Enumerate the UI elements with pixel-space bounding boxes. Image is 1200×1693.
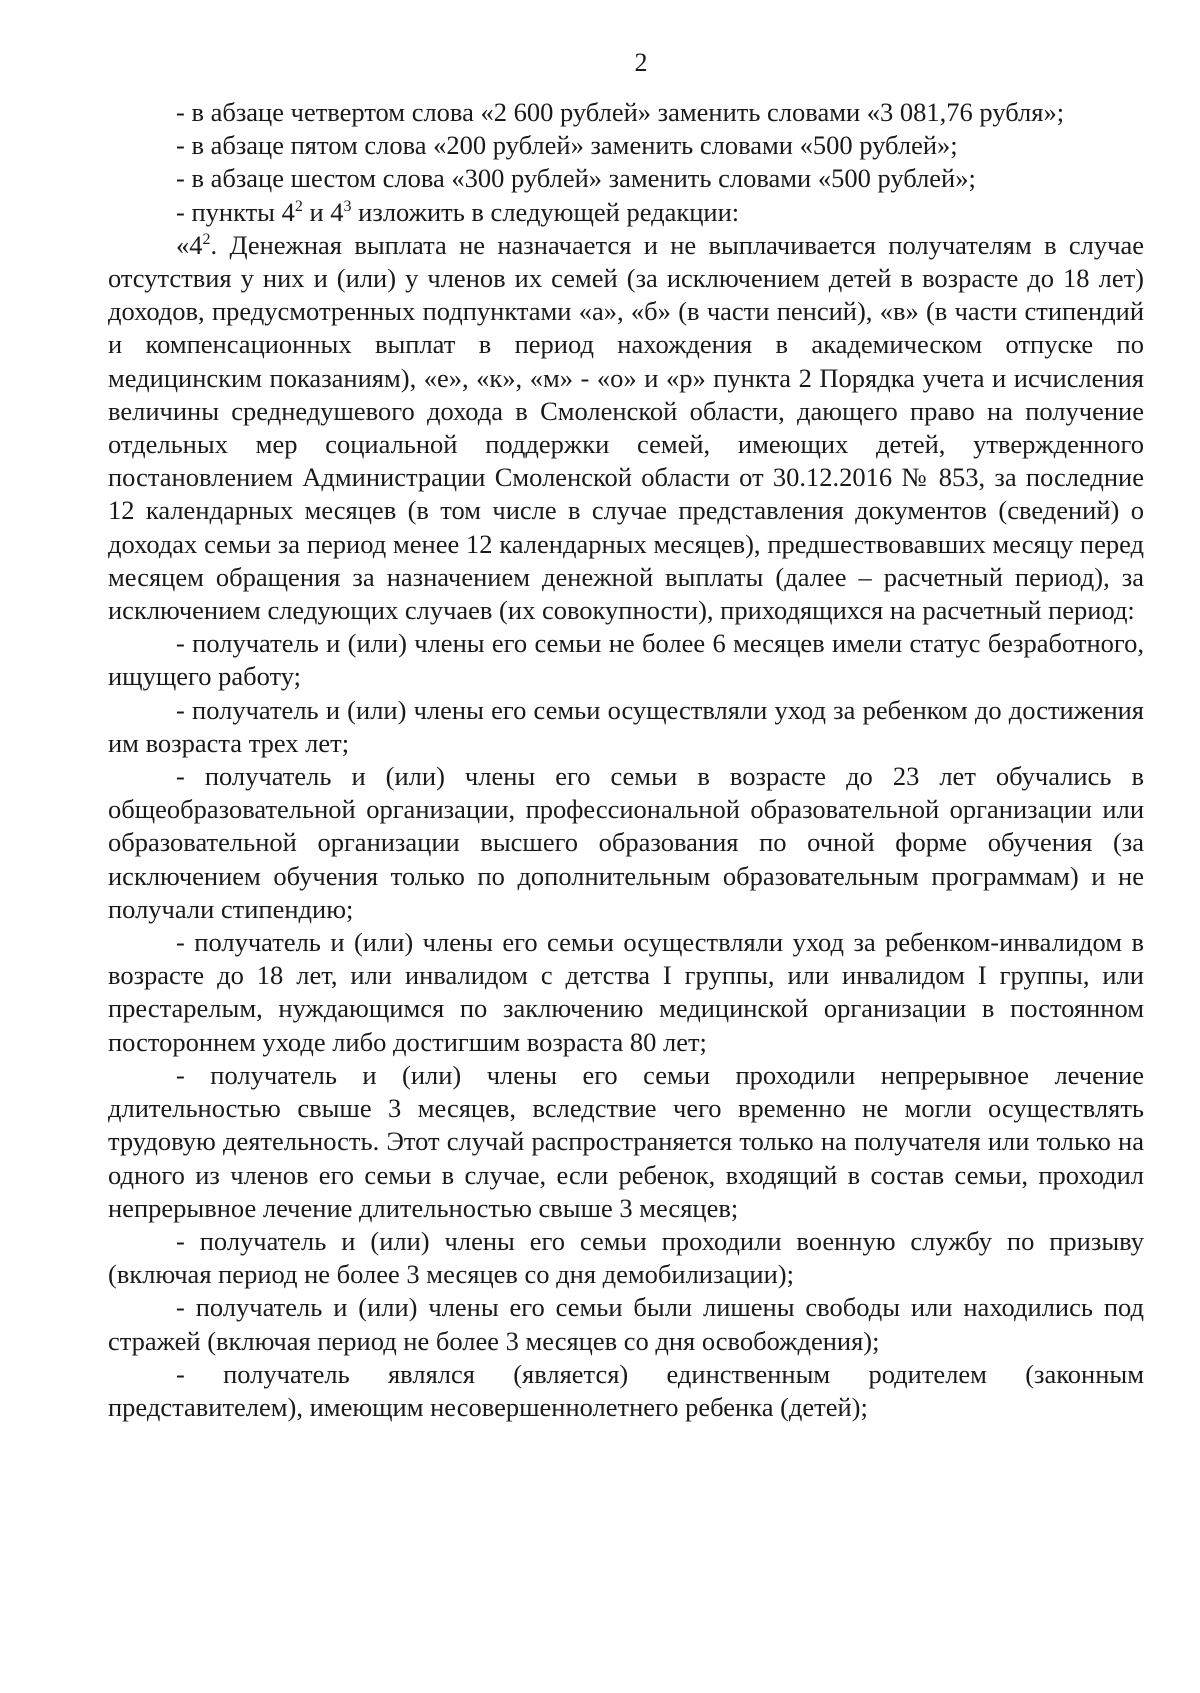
list-item-military: - получатель и (или) члены его семьи проходили военную службу по призыву (включая период не более 3 месяцев со дня демобилизации); (108, 1225, 1144, 1290)
list-item-disability-care: - получатель и (или) члены его семьи осуществляли уход за ребенком-инвалидом в возрасте до 18 лет, или инвалидом с детства I группы, или инвалидом I группы, или престарелым, нуждающимся по заключению медицинской организации в постоянном постороннем уходе либо достигшим возраста 80 лет; (108, 927, 1144, 1057)
paragraph-amend-para-4: - в абзаце четвертом слова «2 600 рублей» заменить словами «3 081,76 рубля»; (176, 97, 1065, 127)
superscript: 3 (343, 197, 352, 215)
document-body (108, 96, 1144, 1424)
list-item-childcare: - получатель и (или) члены его семьи осуществляли уход за ребенком до достижения им возраста трех лет; (108, 694, 1144, 758)
text-run: - пункты 4 (176, 196, 295, 227)
list-item-single-parent: - получатель являлся (является) единственным родителем (законным представителем), имеющим несовершеннолетнего ребенка (детей); (108, 1358, 1144, 1422)
list-item-education: - получатель и (или) члены его семьи в возрасте до 23 лет обучались в общеобразовательной организации, профессиональной образовательной организации или образовательной организации высшего образования по очной форме обучения (за исключением обучения только по дополнительным образовательным программам) и не получали стипендию; (108, 761, 1144, 924)
text-run: и 4 (302, 196, 344, 227)
list-item-unemployed: - получатель и (или) члены его семьи не более 6 месяцев имели статус безработного, ищущего работу; (108, 628, 1144, 692)
list-item-imprisonment: - получатель и (или) члены его семьи были лишены свободы или находились под стражей (включая период не более 3 месяцев со дня освобождения); (108, 1292, 1144, 1356)
paragraph-amend-para-6: - в абзаце шестом слова «300 рублей» заменить словами «500 рублей»; (176, 163, 976, 194)
paragraph-amend-points (108, 196, 1144, 229)
text-run: «4 (176, 229, 203, 260)
list-item-treatment: - получатель и (или) члены его семьи проходили непрерывное лечение длительностью свыше 3 месяцев, вследствие чего временно не могли осуществлять трудовую деятельность. Этот случай распространяется только на получателя или только на одного из членов его семьи в случае, если ребенок, входящий в состав семьи, проходил непрерывное лечение длительностью свыше 3 месяцев; (108, 1059, 1144, 1223)
page-number: 2 (634, 48, 648, 77)
superscript: 2 (202, 230, 211, 248)
text-run: . Денежная выплата не назначается и не выплачивается получателям в случае отсутствия у них и (или) у членов их семей (за исключением детей в возрасте до 18 лет) доходов, предусмотренных подпунктами «а», «б» (в части пенсий), «в» (в части стипендий и компенсационных выплат в период нахождения в академическом отпуске по медицинским показаниям), «е», «к», «м» - «о» и «р» пункта 2 Порядка учета и исчисления величины среднедушевого дохода в Смоленской области, дающего право на получение отдельных мер социальной поддержки семей, имеющих детей, утвержденного постановлением Администрации Смоленской области от 30.12.2016 № 853, за последние 12 календарных месяцев (в том числе в случае представления документов (сведений) о доходах семьи за период менее 12 календарных месяцев), предшествовавших месяцу перед месяцем обращения за назначением денежной выплаты (далее – расчетный период), за исключением следующих случаев (их совокупности), приходящихся на расчетный период: (108, 229, 1144, 626)
paragraph-point-4-2 (108, 229, 1144, 627)
text-run: изложить в следующей редакции: (351, 196, 740, 227)
paragraph-amend-para-5: - в абзаце пятом слова «200 рублей» заменить словами «500 рублей»; (176, 130, 958, 161)
superscript: 2 (294, 197, 303, 215)
